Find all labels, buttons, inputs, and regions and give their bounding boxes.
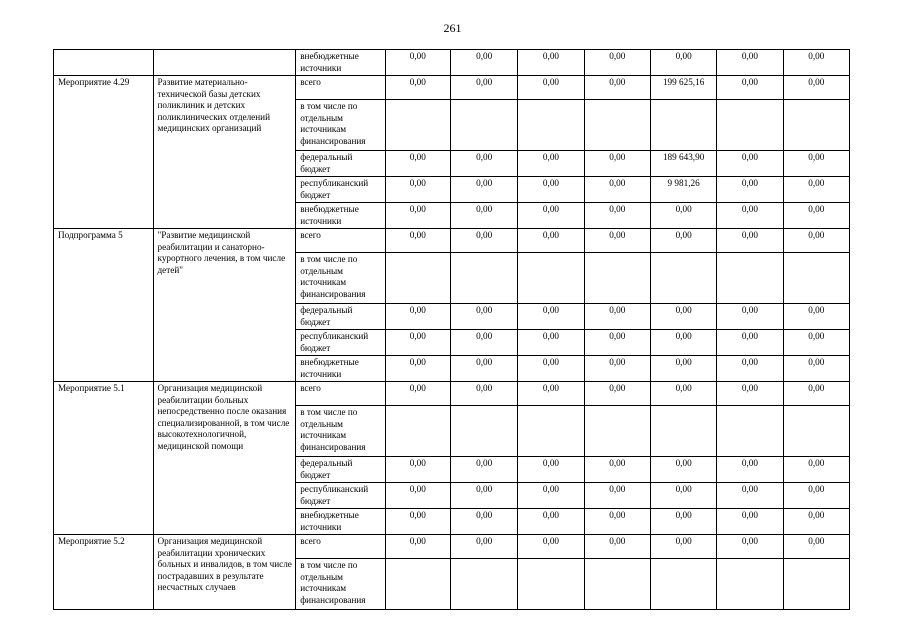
amount-cell: 0,00 — [518, 382, 584, 406]
amount-cell: 0,00 — [650, 356, 716, 382]
amount-cell: 0,00 — [450, 76, 517, 100]
amount-cell — [450, 253, 517, 304]
amount-cell: 0,00 — [717, 457, 783, 483]
amount-cell: 0,00 — [518, 50, 584, 76]
amount-cell: 0,00 — [518, 304, 584, 330]
amount-cell: 0,00 — [385, 304, 450, 330]
amount-cell: 0,00 — [783, 330, 849, 356]
amount-cell: 0,00 — [650, 229, 716, 253]
amount-cell — [385, 559, 450, 610]
amount-cell: 0,00 — [584, 535, 650, 559]
amount-cell: 0,00 — [783, 203, 849, 229]
amount-cell: 0,00 — [385, 229, 450, 253]
amount-cell — [717, 559, 783, 610]
amount-cell — [783, 406, 849, 457]
amount-cell: 0,00 — [650, 509, 716, 535]
amount-cell: 0,00 — [584, 203, 650, 229]
amount-cell: 0,00 — [783, 76, 849, 100]
funding-source-cell: в том числе по отдельным источникам финансирования — [296, 406, 385, 457]
amount-cell: 0,00 — [717, 76, 783, 100]
amount-cell: 0,00 — [450, 509, 517, 535]
amount-cell: 0,00 — [783, 356, 849, 382]
amount-cell: 0,00 — [717, 304, 783, 330]
amount-cell — [717, 100, 783, 151]
amount-cell — [450, 559, 517, 610]
amount-cell: 0,00 — [584, 177, 650, 203]
program-code-cell: Подпрограмма 5 — [54, 229, 154, 382]
amount-cell: 0,00 — [717, 356, 783, 382]
amount-cell: 0,00 — [783, 151, 849, 177]
program-code-cell: Мероприятие 5.1 — [54, 382, 154, 535]
funding-source-cell: в том числе по отдельным источникам финансирования — [296, 559, 385, 610]
table-row — [54, 229, 850, 253]
amount-cell: 0,00 — [584, 509, 650, 535]
program-name-cell: Развитие материально-технической базы детских поликлиник и детских поликлинических отделений медицинских организаций — [153, 76, 296, 229]
amount-cell — [584, 406, 650, 457]
amount-cell: 0,00 — [584, 229, 650, 253]
amount-cell: 0,00 — [518, 356, 584, 382]
amount-cell: 0,00 — [518, 76, 584, 100]
table-row — [54, 50, 850, 76]
amount-cell: 0,00 — [450, 229, 517, 253]
amount-cell: 0,00 — [450, 151, 517, 177]
funding-source-cell: федеральный бюджет — [296, 457, 385, 483]
amount-cell — [783, 559, 849, 610]
amount-cell: 0,00 — [717, 483, 783, 509]
amount-cell: 0,00 — [584, 382, 650, 406]
amount-cell: 0,00 — [450, 457, 517, 483]
amount-cell — [650, 406, 716, 457]
amount-cell: 0,00 — [518, 151, 584, 177]
amount-cell: 0,00 — [717, 203, 783, 229]
amount-cell — [584, 253, 650, 304]
amount-cell — [650, 559, 716, 610]
amount-cell: 0,00 — [783, 509, 849, 535]
funding-source-cell: в том числе по отдельным источникам финансирования — [296, 100, 385, 151]
amount-cell: 0,00 — [650, 304, 716, 330]
amount-cell — [385, 100, 450, 151]
amount-cell: 0,00 — [584, 304, 650, 330]
amount-cell: 0,00 — [450, 203, 517, 229]
amount-cell: 0,00 — [783, 535, 849, 559]
amount-cell: 0,00 — [717, 382, 783, 406]
amount-cell — [783, 100, 849, 151]
budget-table — [53, 49, 850, 610]
amount-cell — [584, 100, 650, 151]
amount-cell: 0,00 — [650, 203, 716, 229]
funding-source-cell: в том числе по отдельным источникам финансирования — [296, 253, 385, 304]
amount-cell — [450, 406, 517, 457]
amount-cell: 0,00 — [450, 483, 517, 509]
amount-cell — [650, 253, 716, 304]
program-name-cell: Организация медицинской реабилитации хронических больных и инвалидов, в том числе пострадавших в результате несчастных случаев — [153, 535, 296, 610]
amount-cell: 0,00 — [783, 50, 849, 76]
amount-cell: 0,00 — [717, 535, 783, 559]
table-row — [54, 382, 850, 406]
amount-cell: 0,00 — [717, 330, 783, 356]
funding-source-cell: федеральный бюджет — [296, 151, 385, 177]
funding-source-cell: всего — [296, 229, 385, 253]
program-code-cell — [54, 50, 154, 76]
page-number: 261 — [443, 21, 462, 35]
amount-cell: 0,00 — [717, 151, 783, 177]
funding-source-cell: республиканский бюджет — [296, 483, 385, 509]
amount-cell: 0,00 — [385, 509, 450, 535]
amount-cell: 0,00 — [518, 330, 584, 356]
amount-cell: 199 625,16 — [650, 76, 716, 100]
funding-source-cell: внебюджетные источники — [296, 356, 385, 382]
amount-cell: 0,00 — [385, 330, 450, 356]
amount-cell: 0,00 — [385, 535, 450, 559]
amount-cell: 0,00 — [385, 382, 450, 406]
program-name-cell — [153, 50, 296, 76]
amount-cell: 0,00 — [717, 229, 783, 253]
funding-source-cell: внебюджетные источники — [296, 203, 385, 229]
amount-cell — [518, 406, 584, 457]
funding-source-cell: республиканский бюджет — [296, 330, 385, 356]
amount-cell: 0,00 — [385, 356, 450, 382]
amount-cell: 0,00 — [650, 457, 716, 483]
amount-cell: 0,00 — [450, 382, 517, 406]
amount-cell: 0,00 — [650, 483, 716, 509]
amount-cell: 0,00 — [717, 509, 783, 535]
amount-cell: 0,00 — [450, 177, 517, 203]
amount-cell — [450, 100, 517, 151]
amount-cell: 0,00 — [518, 177, 584, 203]
amount-cell — [385, 406, 450, 457]
amount-cell: 0,00 — [518, 509, 584, 535]
amount-cell — [717, 406, 783, 457]
amount-cell: 0,00 — [518, 483, 584, 509]
amount-cell: 0,00 — [650, 330, 716, 356]
amount-cell: 0,00 — [584, 50, 650, 76]
amount-cell: 0,00 — [584, 76, 650, 100]
amount-cell: 0,00 — [385, 76, 450, 100]
amount-cell: 0,00 — [584, 483, 650, 509]
amount-cell: 0,00 — [584, 356, 650, 382]
amount-cell: 0,00 — [385, 177, 450, 203]
amount-cell: 0,00 — [650, 382, 716, 406]
program-name-cell: "Развитие медицинской реабилитации и санаторно-курортного лечения, в том числе детей" — [153, 229, 296, 382]
program-code-cell: Мероприятие 4.29 — [54, 76, 154, 229]
amount-cell: 0,00 — [385, 483, 450, 509]
amount-cell: 0,00 — [518, 535, 584, 559]
amount-cell: 0,00 — [385, 50, 450, 76]
table-row — [54, 535, 850, 559]
amount-cell: 0,00 — [783, 483, 849, 509]
amount-cell — [783, 253, 849, 304]
funding-source-cell: всего — [296, 535, 385, 559]
program-code-cell: Мероприятие 5.2 — [54, 535, 154, 610]
amount-cell: 0,00 — [518, 457, 584, 483]
amount-cell: 189 643,90 — [650, 151, 716, 177]
amount-cell — [385, 253, 450, 304]
amount-cell: 0,00 — [783, 382, 849, 406]
amount-cell: 0,00 — [450, 304, 517, 330]
funding-source-cell: всего — [296, 76, 385, 100]
table-body — [54, 50, 850, 610]
amount-cell: 0,00 — [650, 535, 716, 559]
table-row — [54, 76, 850, 100]
funding-source-cell: республиканский бюджет — [296, 177, 385, 203]
amount-cell: 0,00 — [450, 356, 517, 382]
amount-cell — [518, 253, 584, 304]
amount-cell: 0,00 — [518, 203, 584, 229]
amount-cell: 0,00 — [518, 229, 584, 253]
amount-cell: 0,00 — [717, 177, 783, 203]
amount-cell: 0,00 — [385, 203, 450, 229]
amount-cell: 0,00 — [584, 457, 650, 483]
amount-cell: 0,00 — [385, 457, 450, 483]
amount-cell: 0,00 — [650, 50, 716, 76]
program-name-cell: Организация медицинской реабилитации больных непосредственно после оказания специализированной, в том числе высокотехнологичной, медицинской помощи — [153, 382, 296, 535]
amount-cell — [717, 253, 783, 304]
funding-source-cell: всего — [296, 382, 385, 406]
funding-source-cell: внебюджетные источники — [296, 50, 385, 76]
amount-cell: 0,00 — [783, 229, 849, 253]
amount-cell: 0,00 — [783, 304, 849, 330]
funding-source-cell: федеральный бюджет — [296, 304, 385, 330]
amount-cell — [650, 100, 716, 151]
amount-cell — [518, 559, 584, 610]
amount-cell: 0,00 — [584, 330, 650, 356]
amount-cell: 0,00 — [385, 151, 450, 177]
amount-cell — [584, 559, 650, 610]
funding-source-cell: внебюджетные источники — [296, 509, 385, 535]
amount-cell: 0,00 — [450, 535, 517, 559]
amount-cell: 0,00 — [450, 50, 517, 76]
amount-cell: 0,00 — [584, 151, 650, 177]
amount-cell: 0,00 — [783, 177, 849, 203]
amount-cell: 0,00 — [783, 457, 849, 483]
amount-cell — [518, 100, 584, 151]
amount-cell: 0,00 — [717, 50, 783, 76]
amount-cell: 0,00 — [450, 330, 517, 356]
amount-cell: 9 981,26 — [650, 177, 716, 203]
